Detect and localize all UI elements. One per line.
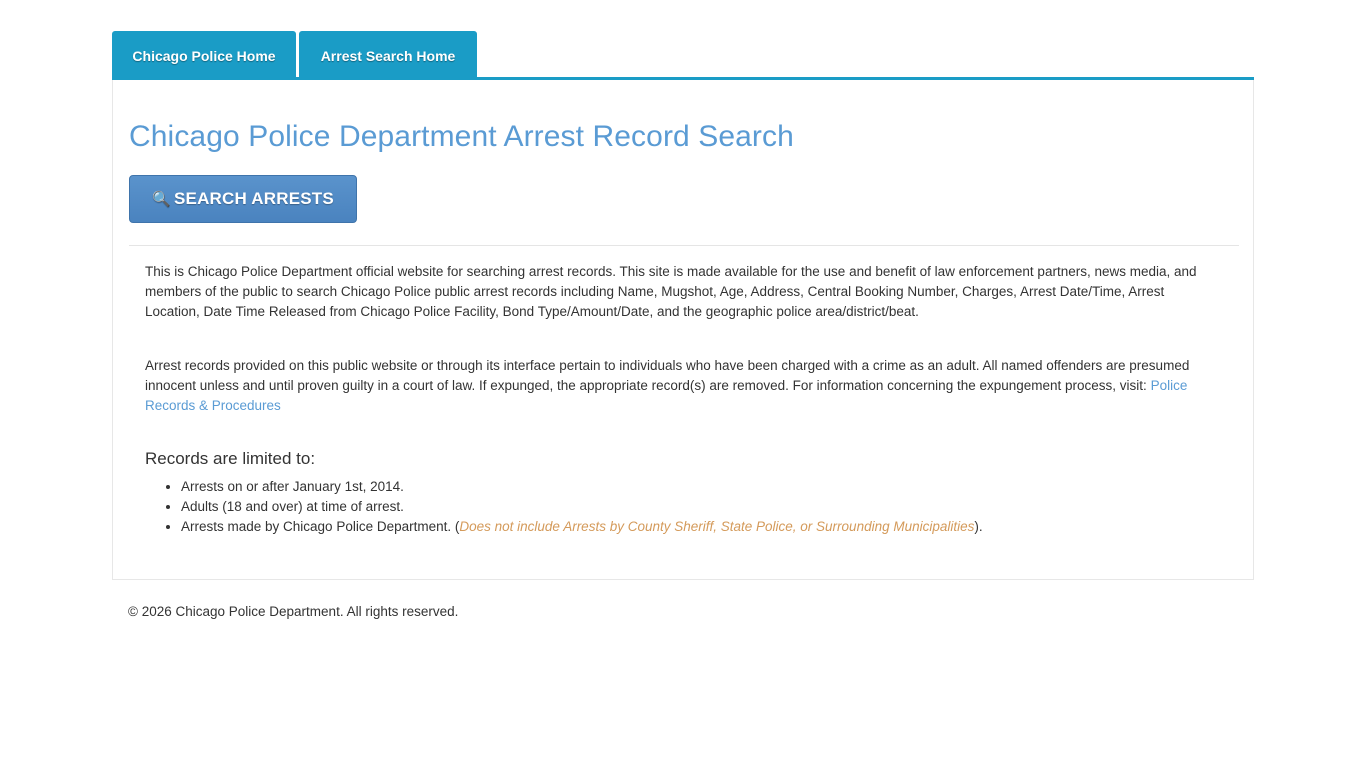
- police-records-procedures-link[interactable]: Police Records & Procedures: [145, 378, 1188, 413]
- list-item: [181, 477, 1237, 497]
- intro-paragraph: This is Chicago Police Department official website for searching arrest records. This site is made available for the use and benefit of law enforcement partners, news media, and members of the public to search Chicago Police public arrest records including Name, Mugshot, Age, Address, Central Booking Number, Charges, Arrest Date/Time, Arrest Location, Date Time Released from Chicago Police Facility, Bond Type/Amount/Date, and the geographic police area/district/beat.: [145, 264, 1197, 319]
- footer-copyright: © 2026 Chicago Police Department. All rights reserved.: [128, 604, 459, 619]
- tab-arrest-search-home-label: Arrest Search Home: [320, 47, 456, 64]
- tab-chicago-police-home[interactable]: [112, 31, 296, 80]
- search-arrests-button-label: SEARCH ARRESTS: [174, 189, 334, 208]
- records-limited-heading: Records are limited to:: [145, 449, 316, 468]
- limit-tail-3: ).: [974, 519, 983, 534]
- tab-arrest-search-home[interactable]: [299, 31, 477, 80]
- page-container: [112, 0, 1254, 580]
- search-arrests-button[interactable]: [129, 175, 357, 223]
- list-item: [181, 517, 1237, 537]
- search-icon: 🔍: [152, 190, 171, 208]
- top-navigation-tabs: [112, 0, 1254, 80]
- records-limits-list: [129, 477, 1237, 537]
- disclaimer-text: Arrest records provided on this public website or through its interface pertain to individuals who have been charged with a crime as an adult. All named offenders are presumed innocent unless and until proven guilty in a court of law. If expunged, the appropriate record(s) are removed. For information concerning the expungement process, visit:: [145, 358, 1190, 393]
- limit-text-3: Arrests made by Chicago Police Department. (: [181, 519, 460, 534]
- limit-note-3: Does not include Arrests by County Sheriff, State Police, or Surrounding Municipalities: [459, 519, 975, 534]
- limit-text-1: Arrests on or after January 1st, 2014.: [181, 479, 404, 494]
- main-content-card: [112, 80, 1254, 580]
- disclaimer-paragraph: [129, 322, 1204, 416]
- tab-chicago-police-home-label: Chicago Police Home: [132, 47, 276, 64]
- list-item: [181, 497, 1237, 517]
- limit-text-2: Adults (18 and over) at time of arrest.: [181, 499, 404, 514]
- page-title: Chicago Police Department Arrest Record Search: [129, 120, 794, 153]
